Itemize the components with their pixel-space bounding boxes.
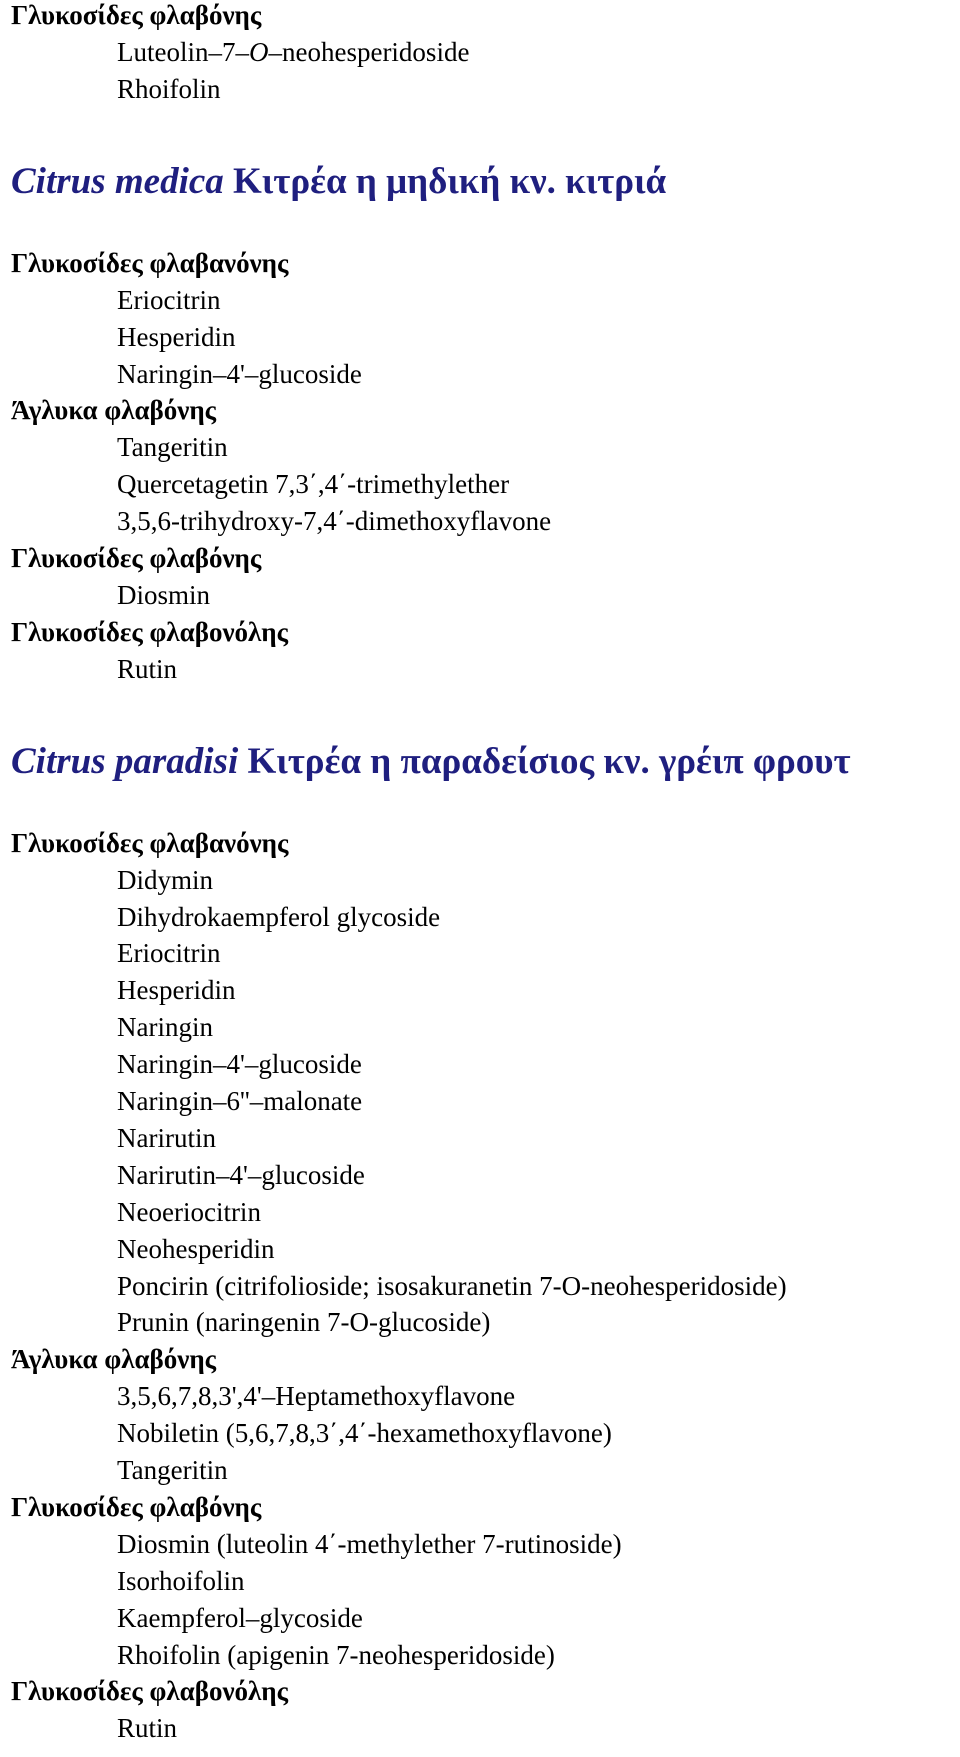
species-scientific-name: Citrus paradisi	[11, 740, 239, 782]
compound-item: Narirutin	[117, 1122, 216, 1153]
category-heading: Άγλυκα φλαβόνης	[11, 1344, 217, 1375]
compound-item	[117, 36, 470, 67]
category-heading: Γλυκοσίδες φλαβόνης	[11, 1491, 262, 1522]
compound-item: Nobiletin (5,6,7,8,3΄,4΄-hexamethoxyflavone)	[117, 1418, 612, 1449]
compound-item: Hesperidin	[117, 975, 236, 1006]
compound-item: Rutin	[117, 653, 178, 684]
category-heading: Γλυκοσίδες φλαβόνης	[11, 0, 262, 30]
compound-item: Eriocitrin	[117, 284, 221, 315]
compound-item: Diosmin (luteolin 4΄-methylether 7-rutinoside)	[117, 1528, 622, 1559]
compound-item: 3,5,6,7,8,3',4'–Heptamethoxyflavone	[117, 1381, 516, 1412]
compound-item: Quercetagetin 7,3΄,4΄-trimethylether	[117, 469, 510, 500]
compound-item: Rutin	[117, 1713, 178, 1744]
species-heading	[11, 740, 851, 782]
species-common-name: Κιτρέα η παραδείσιος κν. γρέιπ φρουτ	[238, 740, 851, 782]
text-fragment: –neohesperidoside	[268, 36, 470, 67]
compound-item: Naringin–4'–glucoside	[117, 358, 362, 389]
compound-item: Naringin–6''–malonate	[117, 1086, 363, 1116]
compound-item: Tangeritin	[117, 1455, 228, 1485]
compound-item: Hesperidin	[117, 321, 236, 352]
compound-item: Neoeriocitrin	[117, 1196, 261, 1227]
compound-item: Neohesperidin	[117, 1233, 275, 1264]
category-heading: Γλυκοσίδες φλαβονόλης	[11, 616, 288, 647]
compound-item: Prunin (naringenin 7-O-glucoside)	[117, 1307, 491, 1338]
text-fragment: Luteolin–7–	[117, 36, 249, 67]
compound-item: Kaempferol–glycoside	[117, 1602, 363, 1633]
category-heading: Γλυκοσίδες φλαβανόνης	[11, 827, 289, 858]
compound-item: Poncirin (citrifolioside; isosakuranetin 7-O-neohesperidoside)	[117, 1270, 787, 1301]
compound-item: 3,5,6-trihydroxy-7,4΄-dimethoxyflavone	[117, 506, 552, 537]
category-heading: Άγλυκα φλαβόνης	[11, 395, 217, 426]
category-heading: Γλυκοσίδες φλαβόνης	[11, 543, 262, 573]
species-common-name: Κιτρέα η μηδική κν. κιτριά	[223, 160, 667, 202]
compound-item: Tangeritin	[117, 432, 228, 463]
compound-item: Rhoifolin (apigenin 7-neohesperidoside)	[117, 1639, 555, 1670]
compound-item: Diosmin	[117, 579, 211, 610]
category-heading: Γλυκοσίδες φλαβανόνης	[11, 247, 289, 278]
compound-item: Naringin	[117, 1012, 213, 1043]
compound-item: Eriocitrin	[117, 938, 221, 969]
category-heading: Γλυκοσίδες φλαβονόλης	[11, 1676, 288, 1707]
compound-item: Naringin–4'–glucoside	[117, 1049, 362, 1080]
text-fragment: O	[248, 36, 269, 67]
compound-item: Isorhoifolin	[117, 1565, 245, 1596]
species-heading	[11, 160, 667, 202]
compound-item: Rhoifolin	[117, 73, 221, 104]
compound-item: Dihydrokaempferol glycoside	[117, 901, 441, 932]
species-scientific-name: Citrus medica	[11, 160, 224, 202]
compound-item: Didymin	[117, 864, 214, 895]
compound-item: Narirutin–4'–glucoside	[117, 1159, 365, 1190]
